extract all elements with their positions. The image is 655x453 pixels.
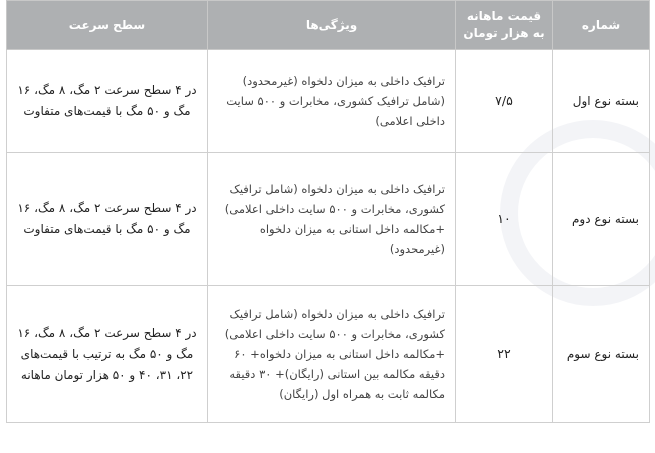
table-header-row: [7, 1, 650, 50]
packages-table: [6, 0, 650, 423]
package-name: بسته نوع دوم: [553, 153, 650, 286]
header-features: ویژگی‌ها: [208, 1, 456, 50]
package-speed: در ۴ سطح سرعت ۲ مگ، ۸ مگ، ۱۶ مگ و ۵۰ مگ به ترتیب با قیمت‌های ۲۲، ۳۱، ۴۰ و ۵۰ هزار تومان ماهانه: [7, 286, 208, 423]
package-price: ۷/۵: [456, 50, 553, 153]
header-speed: سطح سرعت: [7, 1, 208, 50]
table-row: [7, 286, 650, 423]
package-features: ترافیک داخلی به میزان دلخواه (شامل ترافیک کشوری، مخابرات و ۵۰۰ سایت داخلی اعلامی) +مکالمه داخل استانی به میزان دلخواه+ ۶۰ دقیقه مکالمه بین استانی (رایگان)+ ۳۰ دقیقه مکالمه ثابت به همراه اول (رایگان): [208, 286, 456, 423]
package-features: ترافیک داخلی به میزان دلخواه (شامل ترافیک کشوری، مخابرات و ۵۰۰ سایت داخلی اعلامی) +مکالمه داخل استانی به میزان دلخواه (غیرمحدود): [208, 153, 456, 286]
package-features: ترافیک داخلی به میزان دلخواه (غیرمحدود) (شامل ترافیک کشوری، مخابرات و ۵۰۰ سایت داخلی اعلامی): [208, 50, 456, 153]
package-name: بسته نوع اول: [553, 50, 650, 153]
package-speed: در ۴ سطح سرعت ۲ مگ، ۸ مگ، ۱۶ مگ و ۵۰ مگ با قیمت‌های متفاوت: [7, 50, 208, 153]
table-row: [7, 50, 650, 153]
package-price: ۱۰: [456, 153, 553, 286]
package-price: ۲۲: [456, 286, 553, 423]
header-number: شماره: [553, 1, 650, 50]
package-name: بسته نوع سوم: [553, 286, 650, 423]
table-row: [7, 153, 650, 286]
header-price: قیمت ماهانه به هزار تومان: [456, 1, 553, 50]
package-speed: در ۴ سطح سرعت ۲ مگ، ۸ مگ، ۱۶ مگ و ۵۰ مگ با قیمت‌های متفاوت: [7, 153, 208, 286]
